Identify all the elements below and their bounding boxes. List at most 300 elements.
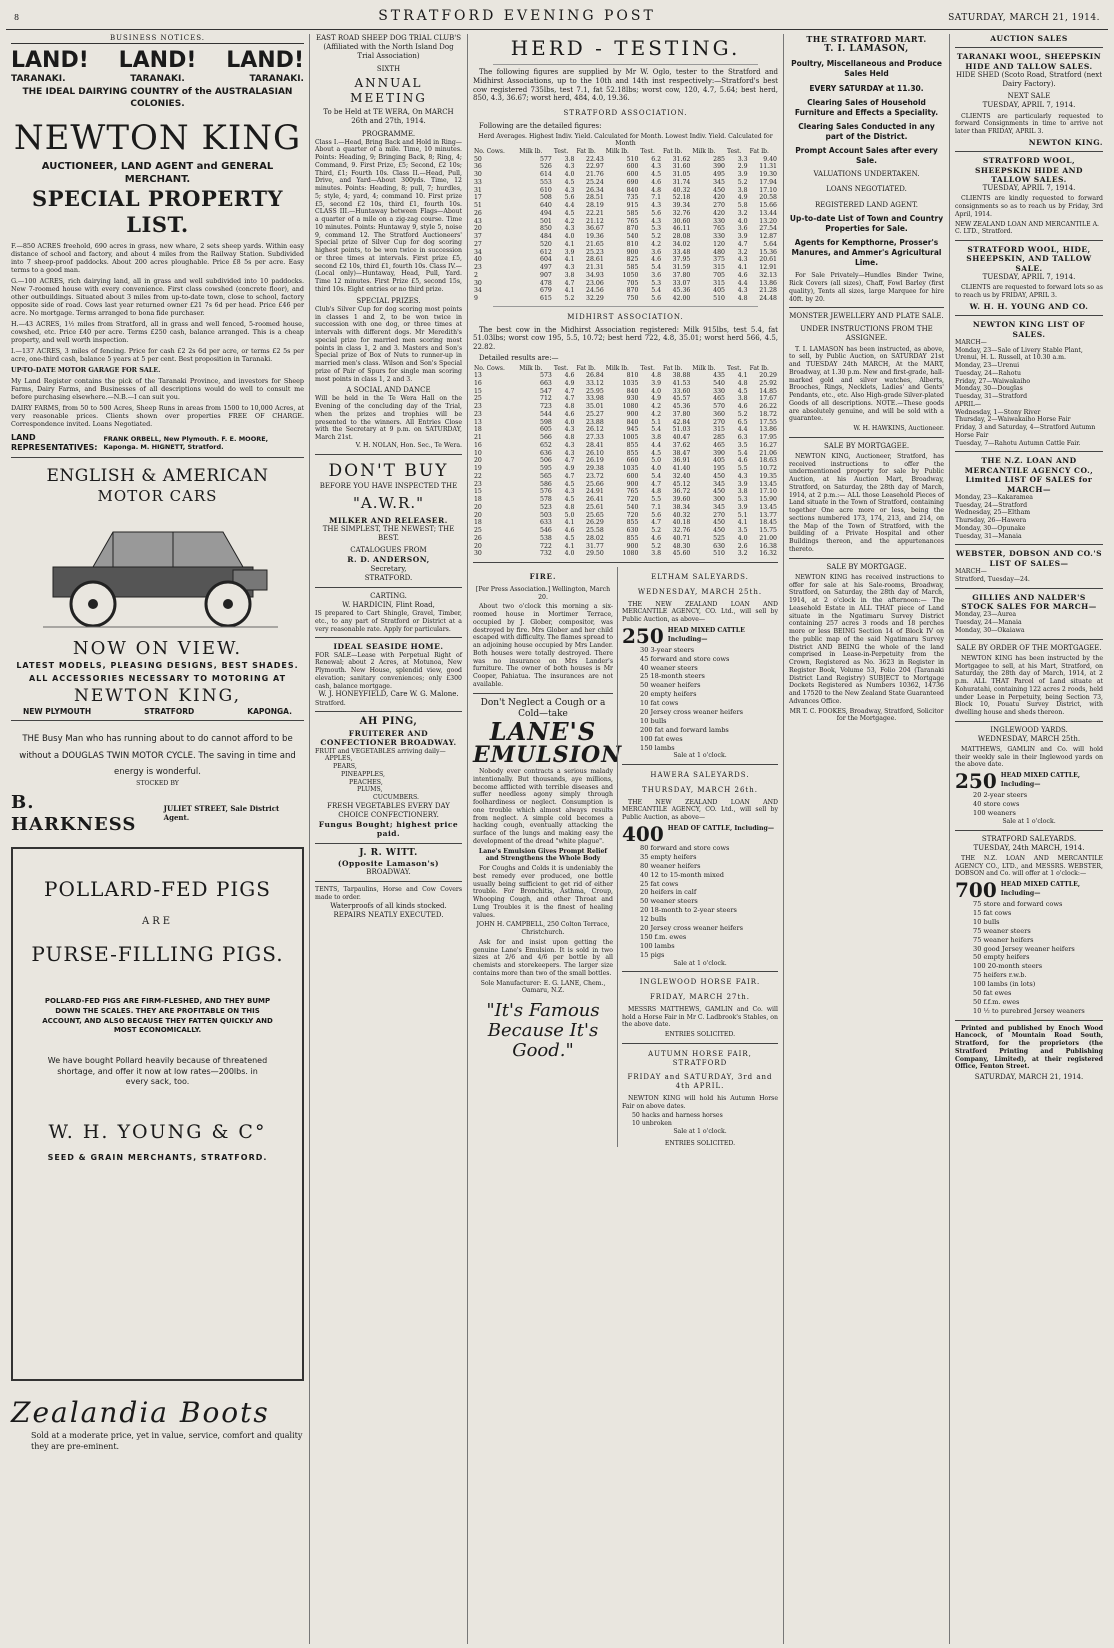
table-cell: 810 — [626, 372, 639, 379]
table-cell: 9 — [474, 295, 478, 302]
table-cell: 4.1 — [737, 372, 748, 379]
table-header-cell: Milk lb. — [605, 148, 629, 155]
table-cell: 630 — [626, 527, 639, 534]
table-cell: 5.2 — [737, 178, 748, 186]
tuesday-date: TUESDAY, APRIL 7, 1914. — [982, 101, 1076, 110]
table-cell: 13.45 — [759, 480, 777, 488]
table-cell: 810 — [626, 240, 639, 248]
table-cell: 900 — [626, 248, 639, 256]
clearing-sales-2: Clearing Sales Conducted in any part of the District. — [798, 121, 935, 141]
table-cell: 5.0 — [651, 457, 662, 465]
unbroken-line: 10 unbroken — [632, 1120, 672, 1128]
list-item: 150 f.m. ewes — [640, 932, 687, 941]
table-cell: 39.60 — [672, 496, 691, 503]
table-cell: 18 — [474, 496, 482, 503]
table-row — [473, 233, 778, 241]
table-cell: 26 — [474, 534, 482, 542]
table-cell: 495 — [713, 171, 725, 178]
stratford-wool: STRATFORD WOOL, SHEEPSKIN HIDE AND TALLOW SALES. — [974, 156, 1084, 184]
fruit-item: PEACHES, — [349, 778, 383, 786]
lanes-testimonial: JOHN H. CAMPBELL, 250 Colton Terrace, Christchurch. — [476, 921, 610, 936]
property-item: G.—100 ACRES, rich dairying land, all in grass and well subdivided into 10 paddocks. New 7-roomed house with every convenience. First class cowshed (concrete floor), and other outbuildings. Situated about 3 miles from up-to-date town, close to school, factory opposite side of road. Cows last year returned owner £21 7s 6d per head. Price £46 per acre. No mortgage. Terms arranged to bona fide purchaser. — [11, 276, 304, 317]
table-cell: 1035 — [622, 465, 639, 472]
herd-testing-heading: HERD - TESTING. — [510, 36, 741, 60]
witt-broadway: BROADWAY. — [366, 868, 411, 877]
midhirst-herd-table — [473, 365, 778, 559]
inglewood-date: WEDNESDAY, MARCH 25th. — [977, 734, 1081, 743]
table-cell: 720 — [626, 511, 639, 519]
property-item: H.—43 ACRES, 1½ miles from Stratford, all in grass and well fenced, 5-roomed house, cowshed, etc. Price £40 per acre. Terms £250 cash, balance arranged. This is a cheap property, and well worth inspection. — [11, 319, 304, 344]
sale-by-mortgagee: SALE BY MORTGAGEE. — [823, 441, 910, 450]
branch-new-plymouth: NEW PLYMOUTH — [23, 707, 92, 717]
table-cell: 4.9 — [564, 465, 575, 472]
table-cell: 13.45 — [759, 503, 777, 511]
table-cell: 3.8 — [651, 550, 662, 558]
herd-intro: The following figures are supplied by Mr W. Oglo, tester to the Stratford and Midhirst Associations, up to the 10th and 14th inst respectively:—Stratford's best cow registered 735lbs, test 7.1, fat 52.18lbs; worst cow, 120, 4.7, 5.64; best herd, 850, 4.3, 36.67; worst herd, 484, 4.0, 19.36. — [473, 68, 778, 103]
table-cell: 46.11 — [672, 225, 691, 233]
table-cell: 3.8 — [737, 395, 748, 403]
table-cell: 663 — [540, 379, 552, 387]
table-cell: 3.2 — [737, 248, 748, 256]
carting-text: IS prepared to Cart Shingle, Gravel, Timber, etc., to any part of Stratford or District at a very reasonable rate. Apply for particulars. — [315, 610, 462, 633]
waterproofs-text: Waterproofs of all kinds stocked. — [330, 901, 447, 910]
table-cell: 25.27 — [586, 410, 604, 418]
table-cell: 2.6 — [737, 542, 748, 550]
table-cell: 612 — [540, 248, 552, 256]
table-cell: 723 — [540, 403, 552, 410]
table-cell: 40.18 — [672, 519, 691, 527]
table-cell: 34 — [474, 287, 482, 295]
witt-opposite: (Opposite Lamason's) — [337, 859, 440, 868]
gillies-heading: GILLIES AND NALDER'S STOCK SALES FOR MARCH— — [961, 592, 1097, 612]
list-item: Tuesday, 24—Manaia — [955, 619, 1022, 627]
table-cell: 25.24 — [586, 178, 604, 186]
table-cell: 450 — [713, 527, 725, 534]
sale-by-order: SALE BY ORDER OF THE MORTGAGEE. — [956, 643, 1102, 652]
list-item: 25 fat cows — [640, 879, 679, 888]
fresh-vegetables: FRESH VEGETABLES EVERY DAY CHOICE CONFECTIONERY. — [327, 801, 450, 819]
table-cell: 21.76 — [586, 171, 604, 178]
catalogues-from: CATALOGUES FROM — [350, 546, 427, 555]
table-cell: 30 — [474, 279, 482, 287]
table-cell: 38.88 — [672, 372, 691, 379]
table-cell: 28.19 — [586, 202, 604, 209]
list-item: 50 f.f.m. ewes — [973, 997, 1020, 1006]
table-header-cell: Fat lb. — [576, 364, 596, 372]
table-cell: 501 — [540, 217, 552, 225]
table-cell: 26.22 — [759, 403, 777, 410]
table-cell: 26.34 — [586, 186, 604, 194]
newspaper-title: STRATFORD EVENING POST — [378, 8, 656, 24]
table-cell: 1050 — [622, 271, 639, 279]
table-cell: 17.10 — [759, 488, 777, 496]
table-cell: 40.32 — [672, 511, 691, 519]
table-cell: 4.3 — [651, 202, 662, 209]
table-cell: 3.6 — [651, 271, 662, 279]
table-cell: 4.2 — [651, 240, 662, 248]
table-cell: 3.5 — [737, 527, 748, 534]
table-cell: 26.19 — [586, 457, 604, 465]
table-cell: 330 — [713, 387, 725, 395]
table-cell: 20.58 — [759, 194, 777, 202]
table-cell: 37.80 — [672, 271, 691, 279]
table-cell: 33.98 — [586, 395, 604, 403]
table-cell: 633 — [540, 519, 552, 527]
table-cell: 450 — [713, 472, 725, 480]
table-cell: 18.45 — [759, 519, 777, 527]
table-cell: 3.8 — [651, 434, 662, 441]
table-header-cell: Test. — [640, 148, 655, 155]
pollard-bought: We have bought Pollard heavily because of threatened shortage, and offer it now at low rates—200lbs. in every sack, too. — [47, 1056, 268, 1087]
table-cell: 7.1 — [651, 194, 662, 202]
count-250: 250 — [955, 769, 997, 794]
table-cell: 20 — [474, 511, 482, 519]
sale-time: Sale at 1 o'clock. — [673, 752, 727, 760]
list-item: 100 lambs (in lots) — [973, 980, 1036, 989]
table-cell: 37.62 — [672, 441, 691, 449]
count-700: 700 — [955, 878, 997, 903]
social-dance-text: Will be held in the Te Wera Hall on the Evening of the concluding day of the Trial, when the prizes and trophies will be presented to the winners. All Entries Close with the Secretary at 9 p.m. on SATURDAY, March 21st. — [315, 395, 462, 442]
table-row — [473, 535, 778, 543]
table-cell: 5.2 — [651, 233, 662, 240]
table-cell: 900 — [626, 410, 639, 418]
table-cell: 33 — [474, 178, 482, 186]
honeyfield-name: W. J. HONEYFIELD, Care W. G. Malone. — [318, 690, 459, 699]
table-cell: 30 — [474, 171, 482, 178]
table-cell: 4.0 — [564, 171, 575, 178]
hawera-stock-list — [622, 844, 778, 960]
table-row — [473, 403, 778, 411]
table-cell: 636 — [540, 449, 552, 457]
table-cell: 5.1 — [651, 418, 662, 426]
table-header-cell: Test. — [553, 364, 569, 372]
list-item: 12 bulls — [640, 915, 667, 924]
table-cell: 270 — [713, 511, 725, 519]
list-item: 75 weaner steers — [973, 926, 1031, 935]
eltham-stock-list — [622, 646, 778, 753]
list-item: 10 fat cows — [640, 699, 679, 708]
clients-request: CLIENTS are particularly requested to forward Consignments in time to arrive not later than FRIDAY, APRIL 3. — [955, 112, 1103, 135]
table-cell: 4.4 — [737, 426, 748, 434]
table-cell: 4.1 — [564, 519, 575, 527]
table-cell: 30.60 — [672, 217, 691, 225]
table-cell: 478 — [540, 279, 552, 287]
list-item: Tuesday, 24—Stratford — [955, 501, 1028, 509]
table-cell: 3.6 — [651, 248, 662, 256]
harkness-block — [11, 792, 304, 837]
table-row — [473, 488, 778, 496]
table-cell: 520 — [540, 240, 552, 248]
table-cell: 4.6 — [651, 534, 662, 542]
table-cell: 4.0 — [564, 418, 575, 426]
table-cell: 5.4 — [651, 287, 662, 295]
table-cell: 526 — [540, 163, 552, 171]
table-cell: 3.2 — [737, 550, 748, 558]
list-item: Tuesday, 7—Rahotu Autumn Cattle Fair. — [955, 439, 1081, 447]
under-instructions: UNDER INSTRUCTIONS FROM THE ASSIGNEE. — [800, 325, 933, 343]
programme-heading: PROGRAMME. — [361, 129, 416, 138]
table-cell: 4.3 — [564, 186, 575, 194]
zealandia-boots-text: Sold at a moderate price, yet in value, service, comfort and quality they are pre-eminent. — [31, 1430, 303, 1451]
table-cell: 20.29 — [759, 372, 777, 379]
table-cell: 18.63 — [759, 457, 777, 465]
table-cell: 37.80 — [672, 410, 691, 418]
table-header-cell: Test. — [726, 148, 742, 155]
table-cell: 21.06 — [759, 449, 777, 457]
sixth: SIXTH — [376, 65, 401, 74]
table-header-cell: Milk lb. — [519, 148, 543, 155]
table-cell: 24.56 — [586, 287, 604, 295]
table-cell: 705 — [713, 271, 725, 279]
table-cell: 9.40 — [763, 155, 777, 163]
table-cell: 4.4 — [651, 441, 662, 449]
table-cell: 12.91 — [759, 264, 777, 271]
table-header-cell: Test. — [640, 364, 655, 372]
table-cell: 345 — [713, 480, 725, 488]
table-cell: 33.48 — [672, 248, 691, 256]
list-item: 40 store cows — [973, 800, 1020, 809]
table-cell: 825 — [626, 256, 639, 264]
table-cell: 465 — [713, 441, 725, 449]
list-item: 20 heifers in calf — [640, 888, 697, 897]
table-cell: 3.2 — [737, 209, 748, 217]
list-item: 100 fat ewes — [640, 734, 683, 743]
table-cell: 4.6 — [737, 457, 748, 465]
nk-list-heading: NEWTON KING LIST OF SALES. — [972, 320, 1086, 339]
table-cell: 405 — [713, 287, 725, 295]
list-item: Monday, 23—Aurea — [955, 611, 1017, 619]
table-cell: 4.8 — [651, 372, 662, 379]
list-item: 15 pigs — [640, 950, 665, 959]
count-250: 250 — [622, 623, 664, 648]
nz-loan-list-items — [955, 494, 1103, 541]
list-item: 20 2-year steers — [973, 791, 1028, 800]
sale-time: Sale at 1 o'clock. — [673, 959, 727, 967]
autumn-horse-date: FRIDAY and SATURDAY, 3rd and 4th APRIL. — [627, 1073, 773, 1091]
dont-neglect: Don't Neglect a Cough or a Cold—take — [480, 697, 606, 719]
table-row — [473, 426, 778, 434]
monster-text: T. I. LAMASON has been instructed, as above, to sell, by Public Auction, on SATURDAY 21st and TUESDAY 24th MARCH, At the MART, Broadway, at 1.30 p.m. New and first-grade, hall-marked gold and silver watches, Alberts, Brooches, Rings, Necklets, Ladies' and Gents' Pendants, etc., etc. Also High-grade Silver-plated Goods of all descriptions. NOTE.—These goods are absolutely genuine, and will be sold with a guarantee. — [789, 345, 944, 423]
webster-list-items — [955, 568, 1103, 584]
auction-sales-heading: AUCTION SALES — [990, 34, 1068, 43]
table-cell: 5.6 — [651, 511, 662, 519]
table-cell: 3.6 — [737, 225, 748, 233]
list-item: Monday, 30—Opunake — [955, 524, 1026, 532]
table-cell: 5.2 — [737, 410, 748, 418]
table-cell: 5.5 — [651, 496, 662, 503]
table-cell: 540 — [626, 503, 639, 511]
list-item: 25 18-month steers — [640, 672, 705, 681]
land-banner — [11, 47, 304, 75]
table-cell: 25.58 — [586, 527, 604, 534]
table-cell: 26 — [474, 209, 482, 217]
table-row — [473, 179, 778, 187]
lanes-ask: Ask for and insist upon getting the genuine Lane's Emulsion. It is sold in two sizes at 2/6 and 4/6 per bottle by all chemists and storekeepers. The larger size contains more than two of the small bottles. — [473, 938, 613, 977]
table-cell: 10 — [474, 449, 482, 457]
table-cell: 20 — [474, 542, 482, 550]
sole-manufacturer: Sole Manufacturer: E. G. LANE, Chem., Oamaru, N.Z. — [480, 979, 606, 995]
table-cell: 4.1 — [737, 264, 748, 271]
eltham-count-block — [622, 623, 778, 648]
table-row — [473, 527, 778, 535]
table-cell: 600 — [626, 171, 639, 178]
awr-heading: "A.W.R." — [352, 493, 425, 512]
columns — [6, 34, 1108, 1644]
sale-time: Sale at 1 o'clock. — [673, 1127, 727, 1135]
taranaki-word: TARANAKI. — [249, 74, 304, 85]
pollard-description: POLLARD-FED PIGS ARE FIRM-FLESHED, AND THEY BUMP DOWN THE SCALES. THEY ARE PROFITABLE ON THIS ACCOUNT, AND ALSO BECAUSE THEY FATTEN QUICKLY AND MOST ECONOMICALLY. — [42, 997, 273, 1035]
table-cell: 18.72 — [759, 410, 777, 418]
table-cell: 345 — [713, 503, 725, 511]
table-cell: 523 — [540, 503, 552, 511]
table-cell: 405 — [713, 457, 725, 465]
table-cell: 25.61 — [586, 503, 604, 511]
table-row — [473, 411, 778, 419]
detailed-results: Detailed results are:— — [479, 353, 559, 362]
table-header-cell: Milk lb. — [692, 148, 716, 155]
table-cell: 30 — [474, 550, 482, 558]
table-cell: 4.8 — [651, 186, 662, 194]
table-cell: 195 — [713, 465, 725, 472]
table-cell: 4.7 — [737, 240, 748, 248]
table-cell: 4.8 — [737, 379, 748, 387]
taranaki-word: TARANAKI. — [11, 74, 66, 85]
list-item: 40 weaner steers — [640, 663, 698, 672]
table-cell: 4.8 — [564, 403, 575, 410]
table-row — [473, 225, 778, 233]
table-cell: 4.3 — [737, 472, 748, 480]
table-cell: 1080 — [622, 403, 639, 410]
stratford-herd-table — [473, 148, 778, 303]
hawkins-name: W. H. HAWKINS, Auctioneer. — [853, 425, 944, 433]
table-cell: 28.41 — [586, 441, 604, 449]
table-cell: 855 — [626, 441, 639, 449]
table-cell: 544 — [540, 410, 552, 418]
list-item: 20 Jersey cross weaner heifers — [640, 923, 743, 932]
table-cell: 4.9 — [651, 395, 662, 403]
list-item: 50 empty heifers — [973, 953, 1030, 962]
column-5 — [950, 34, 1108, 1644]
newton-king-sign: NEWTON KING. — [1028, 137, 1103, 147]
column-4 — [784, 34, 950, 1644]
table-cell: 45.60 — [672, 550, 691, 558]
table-cell: 4.9 — [737, 194, 748, 202]
sale-by-mortgage: SALE BY MORTGAGE. — [826, 562, 907, 571]
table-cell: 577 — [540, 155, 552, 163]
table-row — [473, 163, 778, 171]
table-cell: 4.5 — [651, 171, 662, 178]
list-item: 100 20-month steers — [973, 962, 1043, 971]
table-cell: 4.3 — [564, 426, 575, 434]
table-cell: 598 — [540, 418, 552, 426]
midhirst-association-heading: MIDHIRST ASSOCIATION. — [567, 312, 684, 321]
table-cell: 5.8 — [737, 202, 748, 209]
young-sign: W. H. H. YOUNG AND CO. — [969, 301, 1089, 311]
purse-filling-title: PURSE-FILLING PIGS. — [31, 942, 284, 967]
fookes-solicitor: MR T. C. FOOKES, Broadway, Stratford, Solicitor for the Mortgagee. — [789, 707, 944, 723]
list-item: MARCH— — [955, 338, 987, 346]
table-header-cell: Test. — [553, 148, 569, 155]
list-item: 75 weaner heifers — [973, 935, 1034, 944]
table-cell: 4.6 — [651, 256, 662, 264]
table-cell: 3.5 — [737, 441, 748, 449]
table-cell: 870 — [626, 287, 639, 295]
list-item: Thursday, 26—Hawera — [955, 517, 1027, 525]
table-row — [473, 481, 778, 489]
table-cell: 31.59 — [672, 264, 691, 271]
table-cell: 5.6 — [564, 194, 575, 202]
table-cell: 4.5 — [737, 387, 748, 395]
table-cell: 4.8 — [564, 503, 575, 511]
table-cell: 690 — [626, 178, 639, 186]
table-cell: 42.84 — [672, 418, 691, 426]
table-cell: 13.44 — [759, 209, 777, 217]
table-cell: 538 — [540, 534, 552, 542]
table-cell: 4.5 — [564, 209, 575, 217]
table-header-cell: Fat lb. — [663, 148, 683, 155]
table-cell: 16.27 — [759, 441, 777, 449]
table-cell: 915 — [626, 202, 639, 209]
table-cell: 26.84 — [586, 372, 604, 379]
table-cell: 4.2 — [564, 217, 575, 225]
masthead — [6, 4, 1108, 30]
head-of-cattle: HEAD OF CATTLE, Including— — [667, 824, 775, 832]
list-item: Monday, 30—Okaiawa — [955, 626, 1025, 634]
webster-heading: WEBSTER, DOBSON AND CO.'S LIST OF SALES— — [955, 549, 1103, 568]
table-cell: 31.05 — [672, 171, 691, 178]
table-cell: 17.67 — [759, 395, 777, 403]
table-header-cell: Test. — [726, 364, 742, 372]
list-item: Tuesday, 31—Manaia — [955, 532, 1022, 540]
table-cell: 553 — [540, 178, 552, 186]
table-cell: 35.01 — [586, 403, 604, 410]
stratford-saleyards: STRATFORD SALEYARDS. — [981, 834, 1077, 843]
list-item: 40 12 to 15-month mixed — [640, 870, 724, 879]
table-cell: 22.43 — [586, 155, 604, 163]
table-cell: 20 — [474, 503, 482, 511]
stratford-date: TUESDAY, 24th MARCH, 1914. — [973, 843, 1085, 852]
table-header-cell: Milk lb. — [519, 364, 543, 372]
table-cell: 21.28 — [759, 287, 777, 295]
inglewood-stock-list — [955, 791, 1103, 818]
table-cell: 4.1 — [564, 256, 575, 264]
entries-solicited: ENTRIES SOLICITED. — [664, 1031, 736, 1039]
land-word: LAND! — [118, 47, 197, 73]
fruit-list — [315, 755, 462, 802]
taranaki-banner — [11, 74, 304, 85]
table-cell: 31 — [474, 186, 482, 194]
table-cell: 5.4 — [737, 449, 748, 457]
table-cell: 870 — [626, 225, 639, 233]
table-cell: 51.03 — [672, 426, 691, 434]
business-notices-heading: BUSINESS NOTICES. — [11, 34, 304, 44]
table-cell: 4.5 — [564, 178, 575, 186]
table-cell: 19.35 — [759, 472, 777, 480]
table-cell: 36.67 — [586, 225, 604, 233]
table-cell: 23 — [474, 410, 482, 418]
autumn-horse-heading: AUTUMN HORSE FAIR, STRATFORD — [648, 1049, 752, 1067]
table-cell: 13.77 — [759, 511, 777, 519]
table-cell: 3.3 — [737, 155, 748, 163]
newton-king-heading: NEWTON KING — [13, 117, 302, 158]
table-cell: 270 — [713, 202, 725, 209]
table-cell: 48.30 — [672, 542, 691, 550]
table-cell: 50 — [474, 155, 482, 163]
list-item: Thursday, 2—Waiwakaiho Horse Fair — [955, 416, 1071, 424]
table-cell: 23 — [474, 264, 482, 271]
table-cell: 32.40 — [672, 472, 691, 480]
table-cell: 45.36 — [672, 403, 691, 410]
